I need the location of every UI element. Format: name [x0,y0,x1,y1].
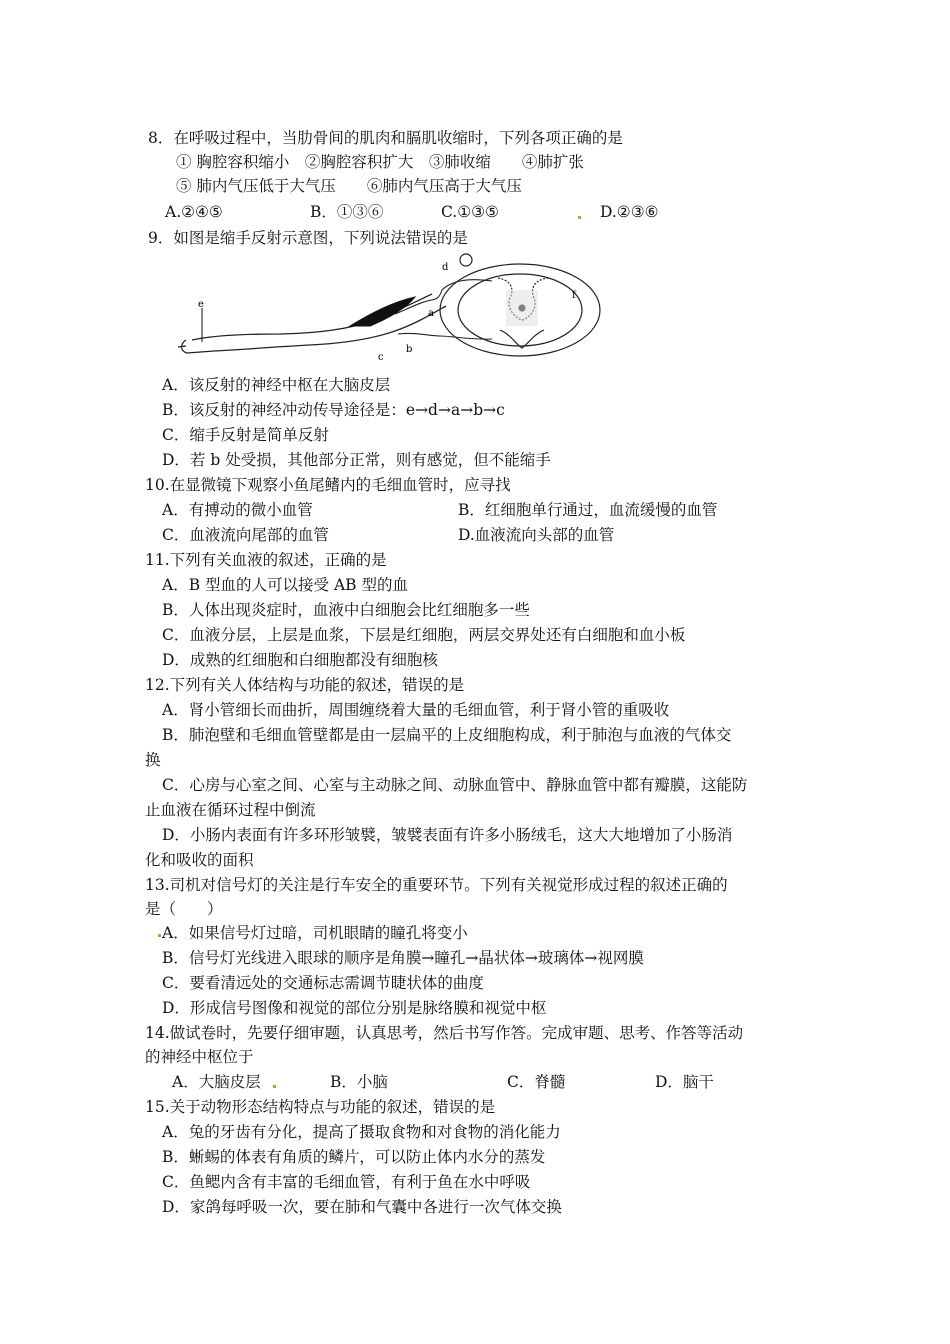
q11-option-a: A．B 型血的人可以接受 AB 型的血 [162,576,408,594]
q12-option-a: A．肾小管细长而曲折，周围缠绕着大量的毛细血管，利于肾小管的重吸收 [162,701,670,719]
label-f: f [572,290,576,301]
gray-matter [506,290,538,326]
q15-option-a: A．兔的牙齿有分化，提高了摄取食物和对食物的消化能力 [162,1123,561,1141]
q15-option-b: B．蜥蜴的体表有角质的鳞片，可以防止体内水分的蒸发 [162,1148,546,1166]
q11-option-b: B．人体出现炎症时，血液中白细胞会比红细胞多一些 [162,601,530,619]
label-c: c [378,352,384,363]
q15-option-c: C．鱼鳃内含有丰富的毛细血管，有利于鱼在水中呼吸 [162,1173,531,1191]
q8-items-line2: ⑤ 肺内气压低于大气压 ⑥肺内气压高于大气压 [176,177,522,195]
q11-option-c: C．血液分层，上层是血浆，下层是红细胞，两层交界处还有白细胞和血小板 [162,626,686,644]
label-d: d [442,262,449,273]
q8-option-a: A.②④⑤ [165,203,223,221]
stray-dot-mark [158,934,161,937]
q9-option-b: B．该反射的神经冲动传导途径是：e→d→a→b→c [162,401,505,419]
q9-option-d: D．若 b 处受损，其他部分正常，则有感觉，但不能缩手 [162,451,551,469]
q14-option-d: D．脑干 [655,1073,714,1091]
q12-stem: 12.下列有关人体结构与功能的叙述，错误的是 [145,676,465,694]
label-b: b [406,344,413,355]
q14-option-c: C．脊髓 [507,1073,566,1091]
q14-option-a: A．大脑皮层 [172,1073,261,1091]
q11-option-d: D．成熟的红细胞和白细胞都没有细胞核 [162,651,438,669]
q10-stem: 10.在显微镜下观察小鱼尾鳍内的毛细血管时，应寻找 [145,476,511,494]
nerve-fibers [395,280,492,339]
q12-option-d-line1: D．小肠内表面有许多环形皱襞，皱襞表面有许多小肠绒毛，这大大地增加了小肠消 [162,826,733,844]
q10-option-c: C．血液流向尾部的血管 [162,526,329,544]
q12-option-c-line2: 止血液在循环过程中倒流 [145,801,316,819]
q13-option-a: A．如果信号灯过暗，司机眼睛的瞳孔将变小 [162,924,468,942]
q13-stem-line2: 是（ ） [145,900,223,918]
stray-dot-mark [273,1085,276,1088]
q15-option-d: D．家鸽每呼吸一次，要在肺和气囊中各进行一次气体交换 [162,1198,562,1216]
q13-option-c: C．要看清远处的交通标志需调节睫状体的曲度 [162,974,484,992]
q10-option-d: D.血液流向头部的血管 [458,526,615,544]
q9-stem: 9．如图是缩手反射示意图，下列说法错误的是 [148,229,468,247]
q12-option-d-line2: 化和吸收的面积 [145,851,254,869]
q14-option-b: B．小脑 [330,1073,388,1091]
reflex-arc-figure [170,250,620,365]
q13-stem-line1: 13.司机对信号灯的关注是行车安全的重要环节。下列有关视觉形成过程的叙述正确的 [145,876,728,894]
q14-stem-line1: 14.做试卷时，先要仔细审题，认真思考，然后书写作答。完成审题、思考、作答等活动 [145,1024,744,1042]
q10-option-a: A．有搏动的微小血管 [162,501,313,519]
q8-option-d: D.②③⑥ [600,203,659,221]
label-a: a [428,308,434,319]
q13-option-b: B．信号灯光线进入眼球的顺序是角膜→瞳孔→晶状体→玻璃体→视网膜 [162,949,644,967]
stray-dot-mark [578,216,581,219]
q8-items-line1: ① 胸腔容积缩小 ②胸腔容积扩大 ③肺收缩 ④肺扩张 [176,153,584,171]
q13-option-d: D．形成信号图像和视觉的部位分别是脉络膜和视觉中枢 [162,999,547,1017]
label-e: e [198,299,204,310]
q8-stem: 8．在呼吸过程中，当肋骨间的肌肉和膈肌收缩时，下列各项正确的是 [148,129,623,147]
q9-option-a: A．该反射的神经中枢在大脑皮层 [162,376,391,394]
q9-option-c: C．缩手反射是简单反射 [162,426,329,444]
q14-stem-line2: 的神经中枢位于 [145,1048,254,1066]
q8-option-c: C.①③⑤ [441,203,499,221]
q15-stem: 15.关于动物形态结构特点与功能的叙述，错误的是 [145,1098,496,1116]
q10-option-b: B．红细胞单行通过，血流缓慢的血管 [458,501,718,519]
q12-option-b-line2: 换 [145,751,161,769]
q8-option-b: B．①③⑥ [310,203,384,221]
q12-option-c-line1: C．心房与心室之间、心室与主动脉之间、动脉血管中、静脉血管中都有瓣膜，这能防 [162,776,748,794]
q12-option-b-line1: B．肺泡壁和毛细血管壁都是由一层扁平的上皮细胞构成，利于肺泡与血液的气体交 [162,726,732,744]
q11-stem: 11.下列有关血液的叙述，正确的是 [145,551,387,569]
muscle-effector [350,297,415,326]
